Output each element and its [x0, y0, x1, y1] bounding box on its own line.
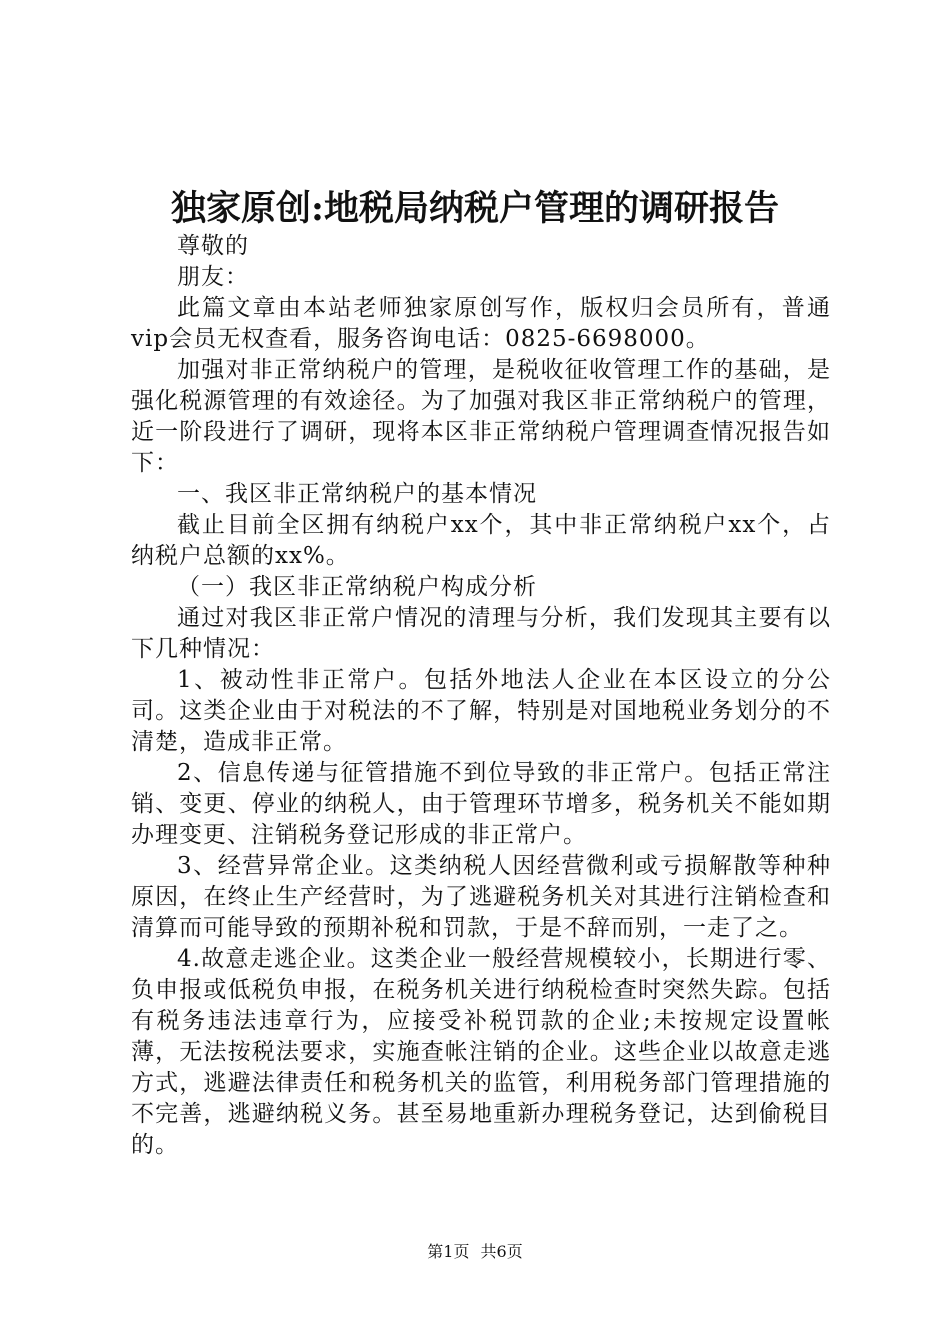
page-footer: [0, 1241, 950, 1263]
paragraph-item-3: 3、经营异常企业。这类纳税人因经营微利或亏损解散等种种原因，在终止生产经营时，为了逃避税务机关对其进行注销检查和清算而可能导致的预期补税和罚款，于是不辞而别，一走了之。: [131, 853, 831, 941]
subsection-heading-composition: （一）我区非正常纳税户构成分析: [177, 574, 537, 600]
paragraph-item-2: 2、信息传递与征管措施不到位导致的非正常户。包括正常注销、变更、停业的纳税人，由于管理环节增多，税务机关不能如期办理变更、注销税务登记形成的非正常户。: [131, 760, 831, 848]
paragraph-item-4: 4.故意走逃企业。这类企业一般经营规模较小，长期进行零、负申报或低税负申报，在税务机关进行纳税检查时突然失踪。包括有税务违法违章行为，应接受补税罚款的企业;未按规定设置帐薄，无法按税法要求，实施查帐注销的企业。这些企业以故意走逃方式，逃避法律责任和税务机关的监管，利用税务部门管理措施的不完善，逃避纳税义务。甚至易地重新办理税务登记，达到偷税目的。: [131, 946, 831, 1158]
paragraph-introduction: 加强对非正常纳税户的管理，是税收征收管理工作的基础，是强化税源管理的有效途径。为了加强对我区非正常纳税户的管理，近一阶段进行了调研，现将本区非正常纳税户管理调查情况报告如下：: [131, 357, 831, 476]
page-total: 共6页: [480, 1242, 523, 1261]
page-number: 第1页: [427, 1242, 470, 1261]
document-title: 独家原创:地税局纳税户管理的调研报告: [171, 188, 779, 229]
paragraph-analysis-intro: 通过对我区非正常户情况的清理与分析，我们发现其主要有以下几种情况：: [131, 605, 831, 662]
paragraph-copyright-notice: 此篇文章由本站老师独家原创写作，版权归会员所有，普通vip会员无权查看，服务咨询电话：0825-6698000。: [131, 295, 831, 352]
paragraph-salutation-1: 尊敬的: [177, 233, 249, 259]
paragraph-salutation-2: 朋友：: [177, 264, 249, 290]
section-heading-basic-situation: 一、我区非正常纳税户的基本情况: [177, 481, 537, 507]
paragraph-item-1: 1、被动性非正常户。包括外地法人企业在本区设立的分公司。这类企业由于对税法的不了解，特别是对国地税业务划分的不清楚，造成非正常。: [131, 667, 831, 755]
document-body: [131, 231, 831, 1161]
paragraph-statistics: 截止目前全区拥有纳税户xx个，其中非正常纳税户xx个，占纳税户总额的xx%。: [131, 512, 831, 569]
